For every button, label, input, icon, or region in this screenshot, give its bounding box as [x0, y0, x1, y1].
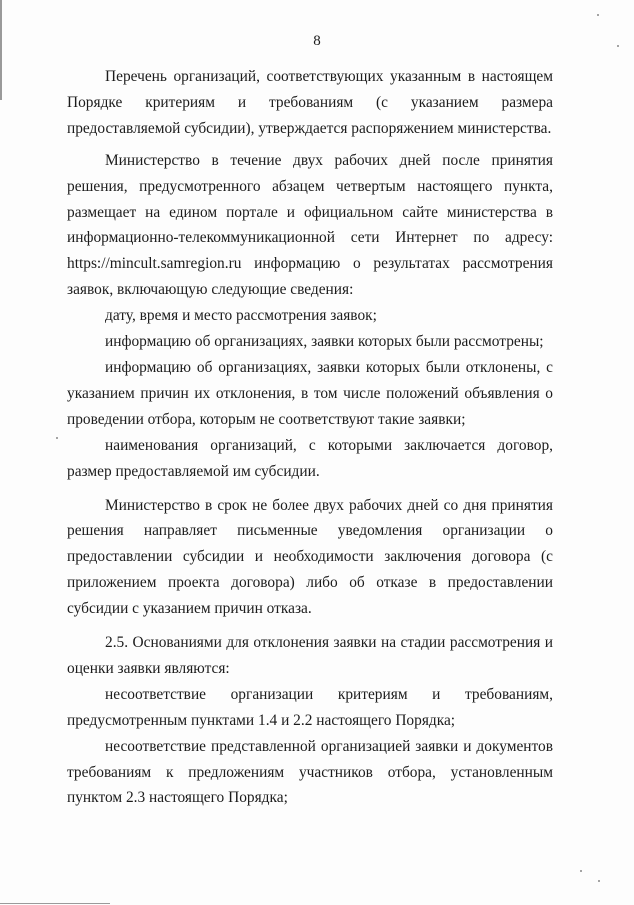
document-body [67, 64, 553, 811]
scan-speck [580, 870, 582, 872]
scan-speck [56, 437, 58, 439]
paragraph: Министерство в течение двух рабочих дней после принятия решения, предусмотренного абзацем четвертым настоящего пункта, размещает на едином портале и официальном сайте министерства в информационно-телекоммуникационной сети Интернет по адресу: https://mincult.samregion.ru информацию о результатах рассмотрения заявок, включающую следующие сведения: [67, 151, 553, 299]
page-number: 8 [313, 33, 321, 49]
list-item: дату, время и место рассмотрения заявок; [105, 307, 377, 325]
list-item: наименования организаций, с которыми заключается договор, размер предоставляемой им субсидии. [67, 436, 553, 480]
section-paragraph: 2.5. Основаниями для отклонения заявки на стадии рассмотрения и оценки заявки являются: [67, 634, 553, 677]
scan-edge-mark [0, 903, 110, 904]
list-item: несоответствие организации критериям и требованиям, предусмотренным пунктами 1.4 и 2.2 настоящего Порядка; [67, 685, 553, 729]
paragraph: Перечень организаций, соответствующих указанным в настоящем Порядке критериям и требованиям (с указанием размера предоставляемой субсидии), утверждается распоряжением министерства. [67, 68, 553, 137]
paragraph: Министерство в срок не более двух рабочих дней со дня принятия решения направляет письменные уведомления организации о предоставлении субсидии и необходимости заключения договора (с приложением проекта договора) либо об отказе в предоставлении субсидии с указанием причин отказа. [67, 496, 553, 618]
list-item: информацию об организациях, заявки которых были рассмотрены; [105, 333, 544, 351]
list-item: несоответствие представленной организацией заявки и документов требованиям к предложениям участников отбора, установленным пунктом 2.3 настоящего Порядка; [67, 737, 553, 807]
scan-edge-mark [0, 0, 2, 100]
scan-speck [598, 880, 600, 882]
list-item: информацию об организациях, заявки которых были отклонены, с указанием причин их отклонения, в том числе положений объявления о проведении отбора, которым не соответствуют такие заявки; [67, 358, 553, 428]
scan-speck [597, 14, 599, 16]
